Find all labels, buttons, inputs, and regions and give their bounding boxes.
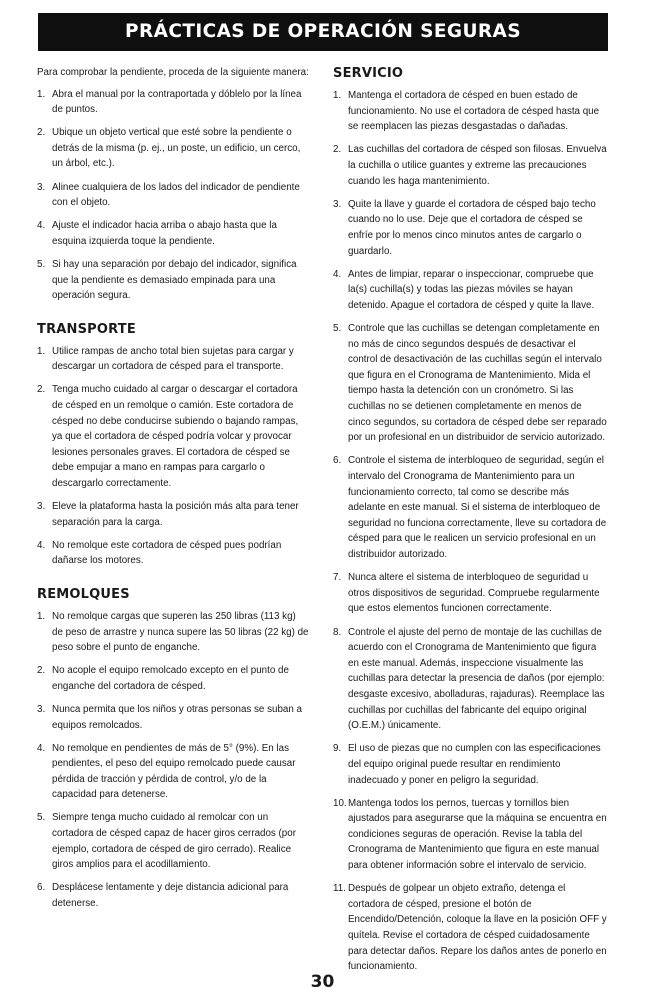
list-item: [37, 218, 309, 249]
list-item-number: 10.: [333, 797, 347, 809]
towing-heading: REMOLQUES: [37, 586, 130, 602]
transport-heading: TRANSPORTE: [37, 321, 136, 337]
list-item: [37, 810, 309, 872]
list-item-text: Desplácese lentamente y deje distancia adicional para detenerse.: [52, 882, 289, 909]
transport-list: [37, 344, 309, 569]
list-item-text: Tenga mucho cuidado al cargar o descargar el cortadora de césped en un remolque o camión. Este cortadora de césped no debe conducirse subiendo o bajando rampas, ya que el cortadora de césped podría volcar y provocar lesiones personales graves. El cortadora de césped se debe empujar a mano en rampas para cargarlo o descargarlo correctamente.: [52, 384, 299, 489]
list-item-text: Abra el manual por la contraportada y dóblelo por la línea de puntos.: [52, 88, 302, 116]
list-item-number: 3.: [37, 703, 46, 715]
list-item-number: 2.: [37, 665, 46, 677]
list-item-text: Eleve la plataforma hasta la posición más alta para tener separación para la carga.: [52, 501, 299, 528]
list-item-text: Mantenga todos los pernos, tuercas y tornillos bien ajustados para asegurarse que la máquina se encuentra en condiciones seguras de operación. Revise la tabla del Cronograma de Mantenimiento que figura en este manual para obtener información sobre el intervalo de servicio.: [348, 797, 607, 872]
list-item: [333, 267, 607, 314]
list-item-number: 11.: [333, 883, 346, 895]
list-item-number: 5.: [333, 323, 342, 335]
slope-intro: Para comprobar la pendiente, proceda de la siguiente manera:: [37, 67, 309, 78]
list-item-number: 6.: [37, 882, 46, 894]
list-item-text: Si hay una separación por debajo del indicador, significa que la pendiente es demasiado empinada para una operación segura.: [52, 258, 297, 302]
list-item-number: 2.: [37, 384, 46, 396]
list-item: [333, 197, 607, 259]
list-item-text: Quite la llave y guarde el cortadora de césped bajo techo cuando no lo use. Deje que el cortadora de césped se enfríe por lo menos cinco minutos antes de cargarlo o guardarlo.: [348, 198, 596, 257]
list-item: [37, 180, 309, 211]
list-item: [333, 796, 607, 874]
list-item: [333, 453, 607, 562]
list-item-number: 6.: [333, 455, 342, 467]
list-item-number: 4.: [333, 268, 342, 280]
list-item: [37, 499, 309, 530]
list-item: [37, 344, 309, 375]
list-item: [333, 142, 607, 189]
list-item: [37, 880, 309, 911]
list-item: [37, 382, 309, 491]
towing-list: [37, 609, 309, 912]
list-item-number: 5.: [37, 258, 46, 270]
list-item-number: 1.: [37, 610, 46, 622]
list-item-text: Utilice rampas de ancho total bien sujetas para cargar y descargar un cortadora de césped para el transporte.: [52, 345, 294, 373]
list-item: [333, 881, 607, 975]
list-item-number: 1.: [37, 345, 46, 357]
list-item-text: Siempre tenga mucho cuidado al remolcar con un cortadora de césped capaz de hacer giros cerrados (por ejemplo, cortadora de césped de giro cerrado). Realice giros amplios para el acodillamiento.: [52, 812, 296, 871]
list-item: [37, 87, 309, 118]
list-item-text: Ubique un objeto vertical que esté sobre la pendiente o detrás de la misma (p. ej., un poste, un edificio, un cerco, un árbol, etc.).: [52, 127, 301, 170]
list-item: [37, 538, 309, 569]
list-item-number: 9.: [333, 743, 342, 755]
page-title: PRÁCTICAS DE OPERACIÓN SEGURAS: [125, 21, 521, 42]
list-item-text: Controle el sistema de interbloqueo de seguridad, según el intervalo del Cronograma de Mantenimiento para un funcionamiento correcto, tal como se describe más adelante en este manual. Si el sistema de interbloqueo de seguridad no funciona correctamente, lleve su cortadora de césped para que le realicen un servicio profesional en un distribuidor autorizado.: [348, 455, 607, 560]
list-item-number: 4.: [37, 742, 46, 754]
list-item-text: Ajuste el indicador hacia arriba o abajo hasta que la esquina izquierda toque la pendiente.: [52, 220, 277, 247]
list-item: [37, 663, 309, 694]
list-item: [37, 609, 309, 656]
list-item-text: Nunca permita que los niños y otras personas se suban a equipos remolcados.: [52, 703, 302, 731]
page-number: 30: [310, 972, 335, 992]
list-item-number: 4.: [37, 539, 46, 551]
list-item-number: 8.: [333, 626, 342, 638]
page-header-banner: [38, 13, 608, 51]
list-item-number: 2.: [37, 127, 46, 139]
list-item-text: Mantenga el cortadora de césped en buen estado de funcionamiento. No use el cortadora de césped hasta que se reemplacen las piezas desgastadas o dañadas.: [348, 90, 600, 133]
list-item-text: Las cuchillas del cortadora de césped son filosas. Envuelva la cuchilla o utilice guantes y extreme las precauciones cuando les haga mantenimiento.: [348, 144, 607, 187]
slope-steps-list: [37, 87, 309, 304]
list-item: [37, 125, 309, 172]
list-item-number: 4.: [37, 220, 46, 232]
list-item: [333, 570, 607, 617]
list-item-number: 3.: [37, 501, 46, 513]
list-item-text: Controle que las cuchillas se detengan completamente en no más de cinco segundos después de desactivar el control de desactivación de las cuchillas según el intervalo que figura en el Cronograma de Mantenimiento. Mida el tiempo hasta la detención con un cronómetro. Si las cuchillas no se detienen completamente en menos de cinco segundos, su cortadora de césped debe ser reparado por un profesional en un distribuidor de servicio autorizado.: [348, 323, 607, 444]
list-item-text: No remolque cargas que superen las 250 libras (113 kg) de peso de arrastre y nunca supere las 50 libras (22 kg) de peso sobre el punto de enganche.: [52, 610, 309, 654]
list-item-number: 7.: [333, 572, 342, 584]
list-item: [333, 625, 607, 734]
list-item-text: No acople el equipo remolcado excepto en el punto de enganche del cortadora de césped.: [52, 665, 289, 692]
list-item-text: El uso de piezas que no cumplen con las especificaciones del equipo original puede resultar en rendimiento inadecuado y poner en peligro la seguridad.: [348, 743, 601, 786]
service-heading: SERVICIO: [333, 66, 404, 81]
left-column: [37, 64, 309, 919]
list-item-text: Después de golpear un objeto extraño, detenga el cortadora de césped, presione el botón de Encendido/Detención, coloque la llave en la posición OFF y quítela. Revise el cortadora de césped cuidadosamente para detectar daños. Repare los daños antes de ponerlo en funcionamiento.: [348, 883, 607, 973]
list-item: [333, 321, 607, 446]
service-list: [333, 88, 607, 975]
list-item: [37, 741, 309, 803]
list-item: [333, 88, 607, 135]
list-item-number: 1.: [37, 88, 46, 100]
list-item: [37, 702, 309, 733]
list-item: [37, 257, 309, 304]
list-item-number: 5.: [37, 812, 46, 824]
list-item-text: No remolque este cortadora de césped pues podrían dañarse los motores.: [52, 539, 282, 567]
right-column: [333, 64, 607, 982]
list-item-text: Antes de limpiar, reparar o inspeccionar, compruebe que la(s) cuchilla(s) y todas las piezas móviles se hayan detenido. Apague el cortadora de césped y quite la llave.: [348, 268, 595, 311]
list-item-number: 3.: [333, 198, 342, 210]
list-item-number: 3.: [37, 181, 46, 193]
list-item: [333, 741, 607, 788]
list-item-text: Controle el ajuste del perno de montaje de las cuchillas de acuerdo con el Cronograma de Mantenimiento que figura en este manual. Además, inspeccione visualmente las cuchillas para detectar la presencia de daños (por ejemplo: desgaste excesivo, abolladuras, rajaduras). Reemplace las cuchillas por cuchillas del fabricante del equipo original (O.E.M.) únicamente.: [348, 626, 605, 732]
list-item-text: No remolque en pendientes de más de 5° (9%). En las pendientes, el peso del equipo remolcado puede causar pérdida de tracción y pérdida de control, y/o de la capacidad para detenerse.: [52, 742, 296, 801]
list-item-text: Alinee cualquiera de los lados del indicador de pendiente con el objeto.: [52, 181, 300, 209]
list-item-number: 1.: [333, 90, 342, 101]
list-item-text: Nunca altere el sistema de interbloqueo de seguridad u otros dispositivos de seguridad. Compruebe regularmente que estos elementos funcionen correctamente.: [348, 572, 600, 615]
list-item-number: 2.: [333, 144, 342, 156]
